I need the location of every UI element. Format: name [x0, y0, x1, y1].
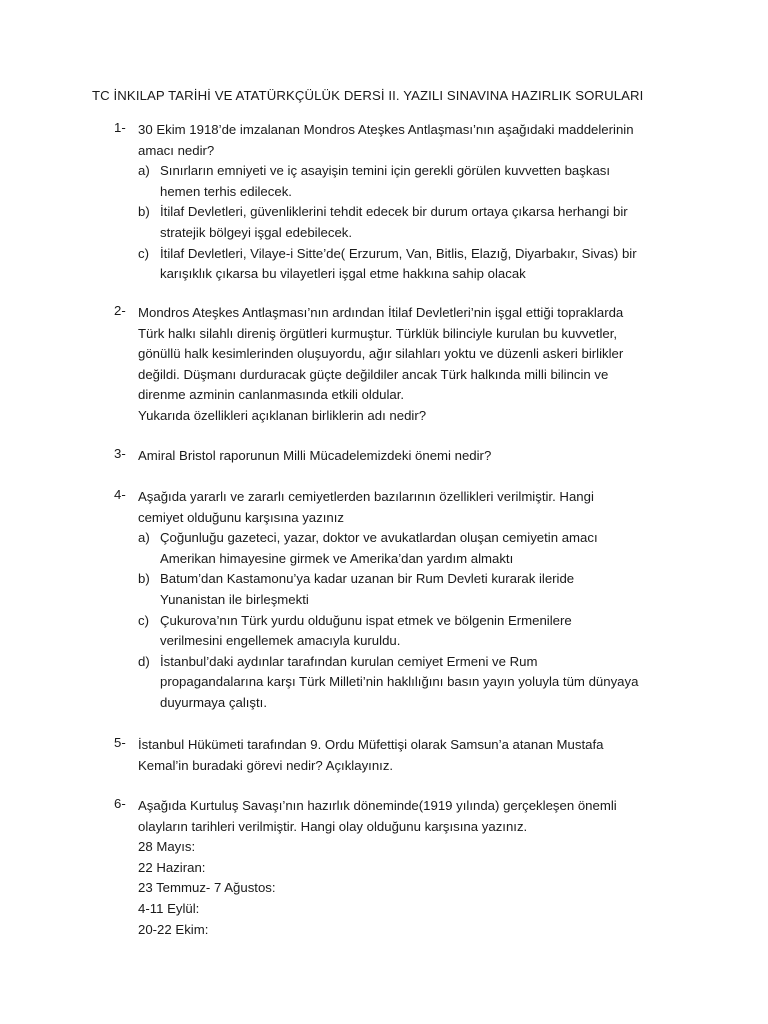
option-line: Amerikan himayesine girmek ve Amerika’dan yardım almaktı: [160, 550, 514, 566]
question-line: Aşağıda Kurtuluş Savaşı’nın hazırlık döneminde(1919 yılında) gerçekleşen önemli: [138, 798, 617, 813]
question-text: [138, 303, 683, 427]
document-title: TC İNKILAP TARİHİ VE ATATÜRKÇÜLÜK DERSİ II. YAZILI SINAVINA HAZIRLIK SORULARI: [92, 88, 644, 103]
question-line: Mondros Ateşkes Antlaşması’nın ardından İtilaf Devletleri’nin işgal ettiği topraklarda: [138, 305, 624, 320]
option-line: propagandalarına karşı Türk Milleti’nin haklılığını basın yayın yoluyla tüm dünyaya: [160, 674, 639, 690]
question-line: Kemal’in buradaki görevi nedir? Açıklayınız.: [138, 757, 394, 773]
option-line: İstanbul’daki aydınlar tarafından kurulan cemiyet Ermeni ve Rum: [160, 653, 538, 669]
question-line: 4-11 Eylül:: [138, 900, 200, 916]
question-text: [138, 796, 683, 940]
question-text: [138, 487, 683, 714]
option-c: [138, 611, 683, 652]
question-number: 5-: [114, 735, 126, 750]
question-line: gönüllü halk kesimlerinden oluşuyordu, ağır silahları yoktu ve düzenli askeri birlikler: [138, 346, 624, 362]
option-label: c): [138, 612, 149, 628]
option-line: stratejik bölgeyi işgal edebilecek.: [160, 224, 353, 240]
question-number: 1-: [114, 120, 126, 135]
option-line: Sınırların emniyeti ve iç asayişin temini için gerekli görülen kuvvetten başkası: [160, 163, 611, 179]
question-line: değildi. Düşmanı durduracak güçte değildiler ancak Türk halkında milli bilincin ve: [138, 366, 609, 382]
question-line: cemiyet olduğunu karşısına yazınız: [138, 509, 344, 525]
option-b: [138, 569, 683, 610]
question-number: 2-: [114, 303, 126, 318]
option-line: Batum’dan Kastamonu’ya kadar uzanan bir Rum Devleti kurarak ileride: [160, 571, 575, 587]
option-line: Çoğunluğu gazeteci, yazar, doktor ve avukatlardan oluşan cemiyetin amacı: [160, 530, 598, 546]
option-a: [138, 161, 683, 202]
option-label: b): [138, 204, 150, 220]
option-line: İtilaf Devletleri, Vilaye-i Sitte’de( Erzurum, Van, Bitlis, Elazığ, Diyarbakır, Sivas) bir: [160, 245, 637, 261]
option-b: [138, 202, 683, 243]
question-line: 23 Temmuz- 7 Ağustos:: [138, 880, 276, 896]
option-c: [138, 244, 683, 285]
question-number: 4-: [114, 487, 126, 502]
question-number: 3-: [114, 446, 126, 461]
question-line: amacı nedir?: [138, 142, 215, 158]
option-line: Çukurova’nın Türk yurdu olduğunu ispat etmek ve bölgenin Ermenilere: [160, 612, 572, 628]
option-label: a): [138, 530, 150, 546]
option-label: b): [138, 571, 150, 587]
question-line: direnme azminin canlanmasında etkili oldular.: [138, 387, 405, 403]
question-line: Türk halkı silahlı direniş örgütleri kurmuştur. Türklük bilinciyle kurulan bu kuvvetler,: [138, 325, 618, 341]
option-label: a): [138, 163, 150, 179]
question-line: İstanbul Hükümeti tarafından 9. Ordu Müfettişi olarak Samsun’a atanan Mustafa: [138, 737, 604, 752]
question-text: [138, 446, 683, 467]
option-line: verilmesini engellemek amacıyla kuruldu.: [160, 633, 401, 649]
option-line: İtilaf Devletleri, güvenliklerini tehdit edecek bir durum ortaya çıkarsa herhangi bir: [160, 204, 628, 220]
question-text: [138, 120, 683, 285]
option-d: [138, 652, 683, 714]
question-line: Yukarıda özellikleri açıklanan birliklerin adı nedir?: [138, 407, 427, 423]
option-line: hemen terhis edilecek.: [160, 183, 292, 199]
question-text: [138, 735, 683, 776]
option-line: karışıklık çıkarsa bu vilayetleri işgal etme hakkına sahip olacak: [160, 266, 526, 282]
option-line: Yunanistan ile birleşmekti: [160, 591, 309, 607]
question-line: olayların tarihleri verilmiştir. Hangi olay olduğunu karşısına yazınız.: [138, 818, 528, 834]
question-line: 22 Haziran:: [138, 859, 206, 875]
question-number: 6-: [114, 796, 126, 811]
option-line: duyurmaya çalıştı.: [160, 694, 268, 710]
question-line: 28 Mayıs:: [138, 839, 196, 855]
question-line: Amiral Bristol raporunun Milli Mücadelemizdeki önemi nedir?: [138, 448, 492, 463]
question-line: 20-22 Ekim:: [138, 921, 209, 937]
question-line: Aşağıda yararlı ve zararlı cemiyetlerden bazılarının özellikleri verilmiştir. Hangi: [138, 489, 594, 504]
option-label: d): [138, 653, 150, 669]
option-a: [138, 528, 683, 569]
question-line: 30 Ekim 1918’de imzalanan Mondros Ateşkes Antlaşması’nın aşağıdaki maddelerinin: [138, 122, 634, 137]
option-label: c): [138, 245, 149, 261]
